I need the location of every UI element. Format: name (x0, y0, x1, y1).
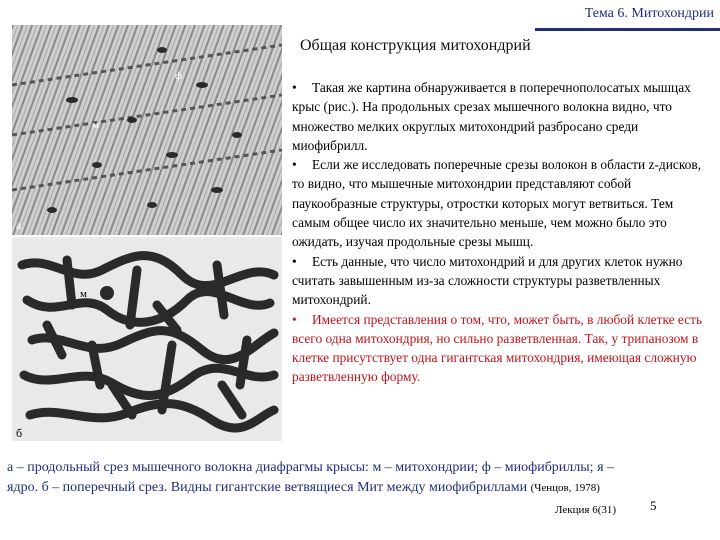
page-number: 5 (650, 498, 657, 513)
caption-citation: (Ченцов, 1978) (530, 482, 600, 494)
paragraph-text: Есть данные, что число митохондрий и для других клеток нужно считать завышенным из-за сложности структуры разветвленных митохондрий. (292, 253, 683, 308)
paragraph-2 (292, 155, 707, 251)
bullet: • (292, 311, 297, 327)
panel-b (12, 237, 282, 441)
paragraph-4 (292, 310, 707, 387)
body-text (292, 78, 707, 387)
slide-heading: Общая конструкция митохондрий (300, 37, 531, 54)
micrograph-image (12, 25, 282, 441)
topic-header: Тема 6. Митохондрии (584, 6, 714, 21)
paragraph-text: Если же исследовать поперечные срезы волокон в области z-дисков, то видно, что мышечные митохондрии представляют собой паукообразные структуры, отростки которых могут ветвиться. Тем самым общее число их значительно меньше, чем можно было это ожидать, изучая продольные срезы мышц. (292, 157, 702, 250)
lecture-label: Лекция 6(31) (555, 504, 617, 516)
panel-a-label: а (16, 218, 22, 232)
caption-text: а – продольный срез мышечного волокна диафрагмы крысы: м – митохондрии; ф – миофибриллы; я – ядро. б – поперечный срез. Видны гигантские ветвящиеся Мит между миофибриллами (7, 460, 615, 495)
paragraph-3 (292, 252, 707, 310)
figure-caption (7, 458, 617, 498)
paragraph-1 (292, 78, 707, 155)
bullet: • (292, 157, 297, 173)
paragraph-text: Имеется представления о том, что, может быть, в любой клетке есть всего одна митохондрия, но сильно разветвленная. Так, у трипанозом в клетке присутствует одна гигантская митохондрия, имеющая сложную разветвленную форму. (292, 311, 703, 385)
panel-a (12, 25, 282, 235)
label-m: м (92, 119, 99, 131)
panel-b-label: б (16, 426, 23, 440)
micrograph-figure (12, 25, 282, 441)
bullet: • (292, 253, 297, 269)
label-f: ф (175, 70, 183, 82)
bullet: • (292, 80, 297, 95)
label-m-panel-b: м (80, 288, 87, 300)
paragraph-text: Такая же картина обнаруживается в поперечнополосатых мышцах крыс (рис.). На продольных срезах мышечного волокна видно, что множество мелких округлых митохондрий разбросано среди миофибрилл. (292, 80, 691, 153)
header-rule (535, 28, 720, 31)
